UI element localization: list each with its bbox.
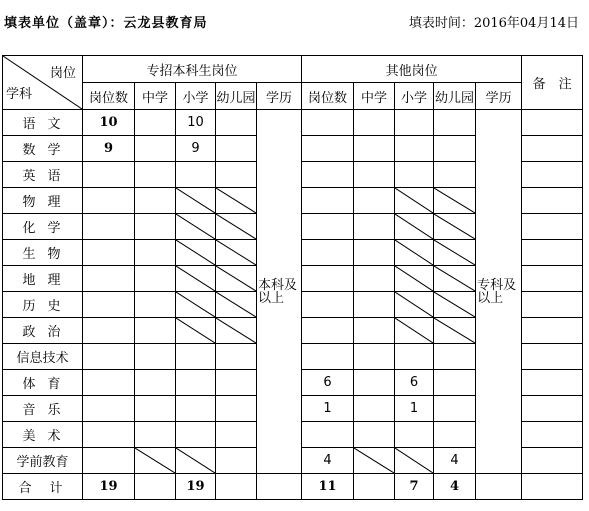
slash-mark bbox=[395, 240, 433, 265]
g1-posts-cell bbox=[83, 292, 135, 318]
g1-level-cell bbox=[135, 344, 176, 370]
g1-level-cell bbox=[135, 266, 176, 292]
remarks-cell bbox=[522, 448, 583, 474]
slash-mark bbox=[395, 214, 433, 239]
g2-level-cell bbox=[434, 344, 476, 370]
g2-middle-header: 中学 bbox=[354, 83, 395, 110]
remarks-cell bbox=[522, 136, 583, 162]
remarks-cell bbox=[522, 240, 583, 266]
group2-header: 其他岗位 bbox=[302, 56, 522, 83]
g1-level-cell bbox=[176, 370, 216, 396]
g2-level-cell bbox=[354, 136, 395, 162]
g2-total-edu-cell bbox=[476, 474, 522, 500]
g2-posts-cell bbox=[302, 162, 354, 188]
g2-posts-header: 岗位数 bbox=[302, 83, 354, 110]
slash-mark bbox=[176, 188, 215, 213]
slash-mark bbox=[176, 448, 215, 473]
slash-mark bbox=[354, 448, 394, 473]
g2-total-cell: 4 bbox=[434, 474, 476, 500]
g2-level-cell bbox=[434, 370, 476, 396]
g1-level-cell bbox=[216, 162, 257, 188]
table-row bbox=[3, 110, 583, 136]
remarks-cell bbox=[522, 188, 583, 214]
g1-level-cell bbox=[176, 214, 216, 240]
slash-mark bbox=[216, 292, 256, 317]
g1-level-cell bbox=[216, 396, 257, 422]
g2-posts-cell bbox=[302, 214, 354, 240]
slash-mark bbox=[135, 448, 175, 473]
g1-level-cell bbox=[216, 292, 257, 318]
g1-level-cell bbox=[135, 370, 176, 396]
g2-kinder-header: 幼儿园 bbox=[434, 83, 476, 110]
g2-level-cell bbox=[354, 188, 395, 214]
slash-mark bbox=[395, 318, 433, 343]
subject-cell: 生物 bbox=[3, 240, 83, 266]
g2-level-cell bbox=[434, 136, 476, 162]
subject-cell: 政治 bbox=[3, 318, 83, 344]
g1-posts-header: 岗位数 bbox=[83, 83, 135, 110]
total-remarks-cell bbox=[522, 474, 583, 500]
g1-level-cell bbox=[216, 240, 257, 266]
remarks-header: 备 注 bbox=[522, 56, 583, 110]
total-label-cell: 合计 bbox=[3, 474, 83, 500]
g1-level-cell bbox=[135, 136, 176, 162]
remarks-cell bbox=[522, 110, 583, 136]
g2-level-cell bbox=[395, 292, 434, 318]
slash-mark bbox=[434, 240, 475, 265]
g2-level-cell bbox=[434, 422, 476, 448]
g1-primary-header: 小学 bbox=[176, 83, 216, 110]
slash-mark bbox=[434, 266, 475, 291]
g2-level-cell: 6 bbox=[395, 370, 434, 396]
subject-cell: 学前教育 bbox=[3, 448, 83, 474]
fill-unit-name: 云龙县教育局 bbox=[123, 16, 208, 31]
g2-level-cell bbox=[354, 448, 395, 474]
remarks-cell bbox=[522, 318, 583, 344]
g2-posts-cell bbox=[302, 292, 354, 318]
g2-level-cell bbox=[434, 396, 476, 422]
recruitment-table bbox=[2, 55, 583, 500]
g2-level-cell bbox=[395, 188, 434, 214]
g2-posts-cell bbox=[302, 240, 354, 266]
g2-posts-cell bbox=[302, 318, 354, 344]
g1-posts-cell bbox=[83, 214, 135, 240]
g2-level-cell: 1 bbox=[395, 396, 434, 422]
g2-total-cell bbox=[354, 474, 395, 500]
g1-level-cell bbox=[216, 266, 257, 292]
g1-level-cell bbox=[216, 448, 257, 474]
slash-mark bbox=[216, 318, 256, 343]
g2-posts-cell bbox=[302, 110, 354, 136]
g2-level-cell bbox=[395, 266, 434, 292]
g2-level-cell bbox=[354, 396, 395, 422]
sheet-header bbox=[0, 0, 589, 40]
g1-posts-cell bbox=[83, 448, 135, 474]
g1-level-cell bbox=[135, 162, 176, 188]
g2-posts-cell bbox=[302, 136, 354, 162]
g1-middle-header: 中学 bbox=[135, 83, 176, 110]
g1-posts-cell bbox=[83, 370, 135, 396]
g1-total-cell: 19 bbox=[176, 474, 216, 500]
g2-level-cell bbox=[354, 422, 395, 448]
g1-level-cell bbox=[216, 188, 257, 214]
g1-level-cell bbox=[216, 110, 257, 136]
g1-posts-cell bbox=[83, 162, 135, 188]
g1-level-cell bbox=[176, 292, 216, 318]
slash-mark bbox=[176, 240, 215, 265]
slash-mark bbox=[434, 318, 475, 343]
slash-mark bbox=[216, 188, 256, 213]
g2-level-cell bbox=[395, 422, 434, 448]
remarks-cell bbox=[522, 344, 583, 370]
remarks-cell bbox=[522, 370, 583, 396]
subject-cell: 历史 bbox=[3, 292, 83, 318]
g2-level-cell: 4 bbox=[434, 448, 476, 474]
slash-mark bbox=[176, 214, 215, 239]
g2-level-cell bbox=[395, 344, 434, 370]
corner-post-label: 岗位 bbox=[49, 66, 76, 81]
g1-level-cell bbox=[176, 448, 216, 474]
g2-level-cell bbox=[395, 240, 434, 266]
slash-mark bbox=[176, 292, 215, 317]
remarks-cell bbox=[522, 214, 583, 240]
g2-posts-cell bbox=[302, 188, 354, 214]
g2-level-cell bbox=[434, 318, 476, 344]
g1-kinder-header: 幼儿园 bbox=[216, 83, 257, 110]
g2-level-cell bbox=[434, 266, 476, 292]
g1-level-cell bbox=[216, 214, 257, 240]
subject-cell: 物理 bbox=[3, 188, 83, 214]
g1-level-cell bbox=[216, 370, 257, 396]
subject-cell: 音乐 bbox=[3, 396, 83, 422]
g2-level-cell bbox=[395, 110, 434, 136]
g2-level-cell bbox=[395, 136, 434, 162]
g2-level-cell bbox=[395, 162, 434, 188]
g1-total-cell: 19 bbox=[83, 474, 135, 500]
g2-level-cell bbox=[434, 162, 476, 188]
g2-total-cell: 7 bbox=[395, 474, 434, 500]
g1-posts-cell: 10 bbox=[83, 110, 135, 136]
g2-level-cell bbox=[354, 344, 395, 370]
g1-posts-cell bbox=[83, 422, 135, 448]
remarks-cell bbox=[522, 162, 583, 188]
subject-cell: 英语 bbox=[3, 162, 83, 188]
subject-cell: 数学 bbox=[3, 136, 83, 162]
g1-level-cell bbox=[176, 266, 216, 292]
g1-total-cell bbox=[216, 474, 257, 500]
g1-level-cell bbox=[135, 188, 176, 214]
slash-mark bbox=[395, 292, 433, 317]
subject-cell: 语文 bbox=[3, 110, 83, 136]
subject-cell: 信息技术 bbox=[3, 344, 83, 370]
g1-level-cell: 10 bbox=[176, 110, 216, 136]
slash-mark bbox=[395, 448, 433, 473]
g2-posts-cell bbox=[302, 266, 354, 292]
subject-cell: 地理 bbox=[3, 266, 83, 292]
g1-posts-cell bbox=[83, 344, 135, 370]
g1-level-cell bbox=[216, 136, 257, 162]
g1-level-cell bbox=[176, 396, 216, 422]
slash-mark bbox=[176, 266, 215, 291]
slash-mark bbox=[216, 240, 256, 265]
fill-date-label: 填表时间： bbox=[408, 16, 474, 31]
g1-posts-cell bbox=[83, 318, 135, 344]
g2-total-cell: 11 bbox=[302, 474, 354, 500]
g1-level-cell bbox=[176, 162, 216, 188]
g1-level-cell bbox=[135, 422, 176, 448]
g1-level-cell bbox=[216, 422, 257, 448]
g2-posts-cell: 4 bbox=[302, 448, 354, 474]
corner-subject-label: 学科 bbox=[6, 87, 33, 102]
g2-level-cell bbox=[354, 214, 395, 240]
g1-level-cell bbox=[135, 240, 176, 266]
g2-posts-cell: 1 bbox=[302, 396, 354, 422]
g1-level-cell bbox=[176, 318, 216, 344]
g1-level-cell bbox=[135, 448, 176, 474]
total-row bbox=[3, 474, 583, 500]
slash-mark bbox=[216, 214, 256, 239]
g1-posts-cell bbox=[83, 240, 135, 266]
slash-mark bbox=[395, 188, 433, 213]
g2-level-cell bbox=[434, 110, 476, 136]
g1-posts-cell: 9 bbox=[83, 136, 135, 162]
g1-education-cell: 本科及以上 bbox=[257, 110, 302, 474]
fill-date bbox=[409, 12, 579, 31]
slash-mark bbox=[434, 214, 475, 239]
g1-level-cell bbox=[176, 188, 216, 214]
corner-header-cell bbox=[3, 56, 83, 110]
g2-level-cell bbox=[434, 214, 476, 240]
g1-level-cell bbox=[216, 318, 257, 344]
g2-level-cell bbox=[354, 240, 395, 266]
slash-mark bbox=[395, 266, 433, 291]
subject-cell: 体育 bbox=[3, 370, 83, 396]
remarks-cell bbox=[522, 266, 583, 292]
g1-total-edu-cell bbox=[257, 474, 302, 500]
g1-level-cell bbox=[135, 110, 176, 136]
remarks-cell bbox=[522, 396, 583, 422]
g1-level-cell bbox=[135, 214, 176, 240]
subject-cell: 化学 bbox=[3, 214, 83, 240]
subject-cell: 美术 bbox=[3, 422, 83, 448]
g2-level-cell bbox=[354, 318, 395, 344]
g2-level-cell bbox=[395, 448, 434, 474]
slash-mark bbox=[434, 188, 475, 213]
g2-level-cell bbox=[395, 214, 434, 240]
fill-unit bbox=[4, 12, 208, 31]
fill-date-value: 2016年04月14日 bbox=[473, 16, 579, 31]
g1-posts-cell bbox=[83, 396, 135, 422]
group1-header: 专招本科生岗位 bbox=[83, 56, 302, 83]
g2-level-cell bbox=[354, 370, 395, 396]
g2-posts-cell bbox=[302, 422, 354, 448]
g2-posts-cell bbox=[302, 344, 354, 370]
g2-level-cell bbox=[354, 162, 395, 188]
remarks-cell bbox=[522, 422, 583, 448]
g2-edu-header: 学历 bbox=[476, 83, 522, 110]
g2-level-cell bbox=[354, 292, 395, 318]
slash-mark bbox=[216, 266, 256, 291]
g1-level-cell bbox=[135, 318, 176, 344]
slash-mark bbox=[434, 292, 475, 317]
g1-level-cell bbox=[176, 240, 216, 266]
g1-level-cell bbox=[216, 344, 257, 370]
g1-edu-header: 学历 bbox=[257, 83, 302, 110]
slash-mark bbox=[176, 318, 215, 343]
g2-level-cell bbox=[434, 188, 476, 214]
fill-unit-label: 填表单位（盖章）： bbox=[4, 16, 124, 31]
g2-posts-cell: 6 bbox=[302, 370, 354, 396]
g1-level-cell: 9 bbox=[176, 136, 216, 162]
remarks-cell bbox=[522, 292, 583, 318]
g2-level-cell bbox=[434, 292, 476, 318]
g2-level-cell bbox=[354, 110, 395, 136]
g2-primary-header: 小学 bbox=[395, 83, 434, 110]
g1-level-cell bbox=[135, 396, 176, 422]
g1-posts-cell bbox=[83, 266, 135, 292]
g1-level-cell bbox=[135, 292, 176, 318]
g1-total-cell bbox=[135, 474, 176, 500]
g1-level-cell bbox=[176, 422, 216, 448]
g2-level-cell bbox=[395, 318, 434, 344]
g2-level-cell bbox=[434, 240, 476, 266]
g2-level-cell bbox=[354, 266, 395, 292]
g2-education-cell: 专科及以上 bbox=[476, 110, 522, 474]
g1-posts-cell bbox=[83, 188, 135, 214]
g1-level-cell bbox=[176, 344, 216, 370]
